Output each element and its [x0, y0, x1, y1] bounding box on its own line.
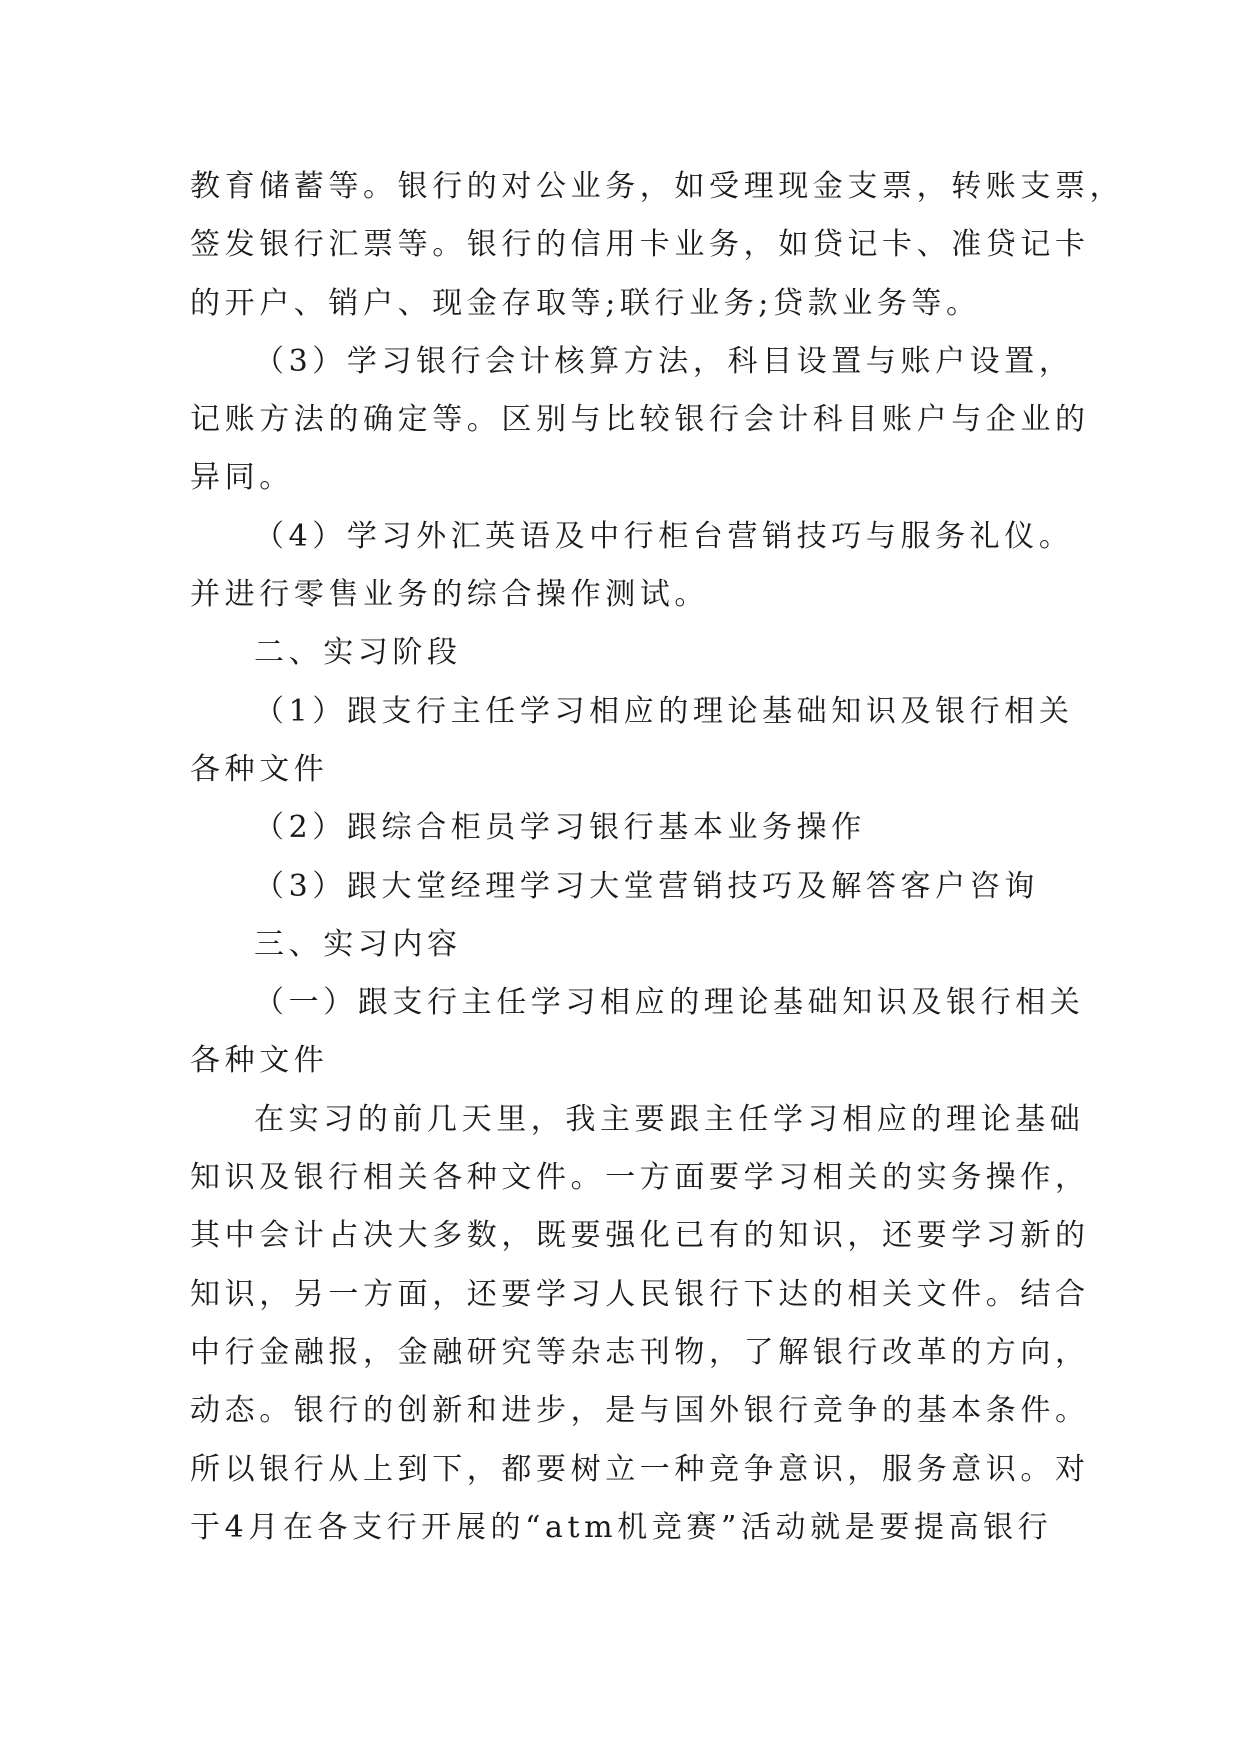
text-line: 的开户、销户、现金存取等;联行业务;贷款业务等。: [190, 285, 981, 321]
text-line: 知识及银行相关各种文件。一方面要学习相关的实务操作，: [190, 1160, 1090, 1196]
text-line: 并进行零售业务的综合操作测试。: [190, 577, 709, 613]
text-line: 异同。: [190, 460, 294, 496]
text-line: 各种文件: [190, 751, 329, 787]
text-line: 所以银行从上到下，都要树立一种竞争意识，服务意识。对: [190, 1451, 1090, 1487]
text-line: 签发银行汇票等。银行的信用卡业务，如贷记卡、准贷记卡: [190, 227, 1090, 263]
text-line: （一）跟支行主任学习相应的理论基础知识及银行相关: [254, 985, 1085, 1021]
text-line: 记账方法的确定等。区别与比较银行会计科目账户与企业的: [190, 402, 1090, 438]
text-line: （3）跟大堂经理学习大堂营销技巧及解答客户咨询: [254, 868, 1039, 904]
text-line: 二、实习阶段: [254, 635, 462, 671]
text-line: （4）学习外汇英语及中行柜台营销技巧与服务礼仪。: [254, 518, 1074, 554]
text-line: 动态。银行的创新和进步，是与国外银行竞争的基本条件。: [190, 1393, 1090, 1429]
text-line: （1）跟支行主任学习相应的理论基础知识及银行相关: [254, 693, 1074, 729]
text-line: 教育储蓄等。银行的对公业务，如受理现金支票，转账支票，: [190, 169, 1125, 204]
text-line: （3）学习银行会计核算方法，科目设置与账户设置，: [254, 343, 1074, 379]
text-line: 在实习的前几天里，我主要跟主任学习相应的理论基础: [254, 1101, 1085, 1137]
text-line: 于4月在各支行开展的“atm机竞赛”活动就是要提高银行: [190, 1509, 1053, 1545]
text-line: （2）跟综合柜员学习银行基本业务操作: [254, 810, 866, 846]
text-line: 各种文件: [190, 1043, 329, 1079]
text-line: 其中会计占决大多数，既要强化已有的知识，还要学习新的: [190, 1218, 1090, 1254]
text-line: 中行金融报，金融研究等杂志刊物，了解银行改革的方向，: [190, 1334, 1090, 1370]
document-body: [190, 158, 1125, 1557]
text-line: 三、实习内容: [254, 926, 462, 962]
text-line: 知识，另一方面，还要学习人民银行下达的相关文件。结合: [190, 1276, 1090, 1312]
